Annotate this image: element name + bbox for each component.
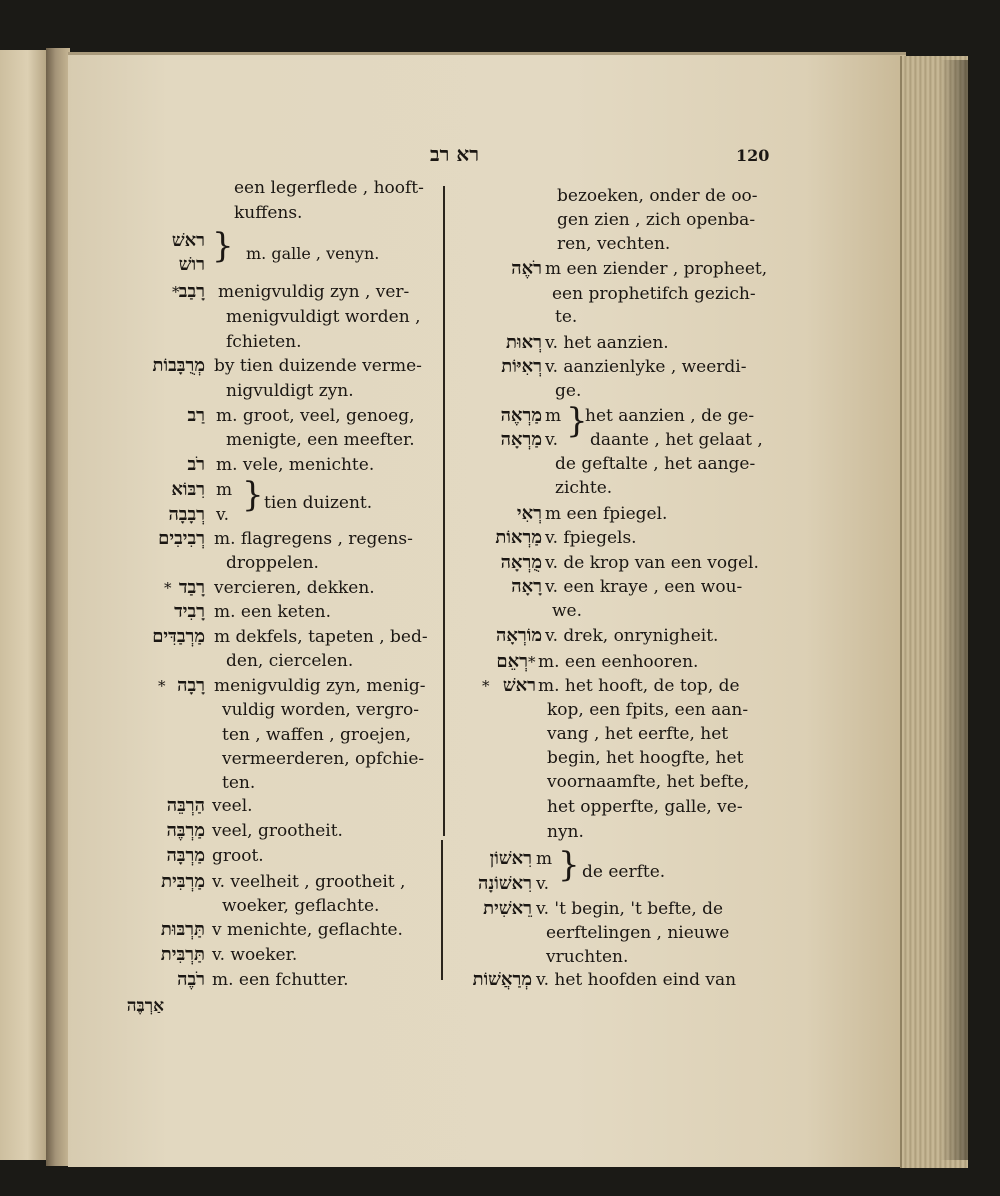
entry-line: m — [216, 480, 233, 500]
entry-line: m. vele, menichte. — [216, 455, 375, 475]
hebrew-headword: מוֹרְאָה — [495, 625, 542, 646]
entry-line: menigvuldig zyn, menig- — [214, 676, 426, 696]
hebrew-headword: רָאָה — [511, 576, 542, 597]
hebrew-headword: הַרְבֵּה — [166, 795, 205, 816]
entry-line: nigvuldigt zyn. — [226, 381, 354, 401]
hebrew-headword: מַרְאֶה — [500, 405, 542, 426]
hebrew-headword: ראשׁ — [502, 675, 536, 696]
entry-line: vang , het eerfte, het — [547, 724, 729, 744]
entry-line: voornaamfte, het befte, — [547, 772, 750, 792]
page-number: 120 — [736, 146, 770, 165]
entry-line: kuffens. — [234, 203, 303, 223]
entry-line: gen zien , zich openba- — [557, 210, 756, 230]
entry-line: eerftelingen , nieuwe — [546, 923, 730, 943]
entry-line: v. aanzienlyke , weerdi- — [545, 357, 747, 377]
entry-line: v. — [216, 505, 229, 525]
entry-line: m. een fchutter. — [212, 970, 349, 990]
entry-line: ten , waffen , groejen, — [222, 725, 412, 745]
entry-line: ren, vechten. — [557, 234, 671, 254]
entry-line: m een fpiegel. — [545, 504, 668, 524]
hebrew-headword: מַרְבַדִּים — [152, 626, 205, 647]
entry-line: by tien duizende verme- — [214, 356, 422, 376]
brace: } — [212, 226, 234, 266]
hebrew-headword: ראשׁ — [171, 230, 205, 251]
entry-line: m. groot, veel, genoeg, — [216, 406, 415, 426]
hebrew-headword: מַרְאָה — [500, 429, 542, 450]
entry-line: v. de krop van een vogel. — [545, 553, 759, 573]
hebrew-headword: רְבָבָה — [168, 504, 205, 525]
hebrew-headword: רַב — [187, 405, 205, 426]
entry-line: veel, grootheit. — [212, 821, 343, 841]
entry-line: droppelen. — [226, 553, 319, 573]
entry-line: v. veelheit , grootheit , — [212, 872, 406, 892]
entry-line: de geftalte , het aange- — [555, 454, 756, 474]
hebrew-headword: רְאֵם — [496, 651, 528, 672]
entry-line: v. het hoofden eind van — [536, 970, 737, 990]
hebrew-headword: רָבַב — [178, 281, 205, 302]
entry-line: begin, het hoogfte, het — [547, 748, 744, 768]
hebrew-headword: מַרְבִּית — [161, 871, 205, 892]
entry-line: v. een kraye , een wou- — [545, 577, 743, 597]
entry-line: ge. — [555, 381, 582, 401]
hebrew-headword: רָבָה — [177, 675, 205, 696]
entry-line: bezoeken, onder de oo- — [557, 186, 758, 206]
entry-line: v. 't begin, 't befte, de — [536, 899, 724, 919]
brace: } — [242, 475, 264, 515]
entry-line: groot. — [212, 846, 264, 866]
hebrew-headword: מְרֻבָּבוֹת — [152, 355, 205, 376]
hebrew-headword: רְאוּת — [506, 332, 542, 353]
entry-line: v menichte, geflachte. — [212, 920, 403, 940]
hebrew-headword: מַרְאוֹת — [495, 527, 542, 548]
asterisk-marker: * — [158, 677, 166, 695]
hebrew-headword: רְאִיּוֹת — [501, 356, 542, 377]
catchword: אַרְבֶּה — [126, 996, 164, 1016]
entry-line: vercieren, dekken. — [214, 578, 375, 598]
entry-line: daante , het gelaat , — [590, 430, 763, 450]
entry-line: menigte, een meefter. — [226, 430, 415, 450]
hebrew-headword: רְאִי — [516, 503, 542, 524]
hebrew-headword: רֹבֶה — [177, 969, 205, 990]
entry-line: woeker, geflachte. — [222, 896, 380, 916]
entry-line: menigvuldig zyn , ver- — [218, 282, 410, 302]
entry-line: vuldig worden, vergro- — [222, 700, 419, 720]
entry-line: m een ziender , propheet, — [545, 259, 768, 279]
entry-line: m dekfels, tapeten , bed- — [214, 627, 428, 647]
entry-line: een legerflede , hooft- — [234, 178, 424, 198]
hebrew-headword: רֵאשִׁית — [483, 898, 532, 919]
entry-line: m. een keten. — [214, 602, 332, 622]
entry-line: de eerfte. — [582, 862, 666, 882]
hebrew-headword: מֻרְאָה — [500, 552, 542, 573]
entry-line: vruchten. — [546, 947, 629, 967]
brace: } — [558, 845, 580, 885]
asterisk-marker: * — [172, 283, 180, 301]
hebrew-headword: תַּרְבִּית — [160, 944, 205, 965]
entry-line: kop, een fpits, een aan- — [547, 700, 749, 720]
asterisk-marker: * — [482, 677, 490, 695]
hebrew-headword: מְרַאֲשׁוֹת — [472, 969, 532, 990]
entry-line: tien duizent. — [264, 493, 373, 513]
asterisk-marker: * — [528, 653, 536, 671]
hebrew-headword: מַרְבֶּה — [166, 820, 205, 841]
hebrew-headword: מַרְבָּה — [166, 845, 205, 866]
entry-line: fchieten. — [226, 332, 302, 352]
entry-line: m. galle , venyn. — [246, 244, 380, 263]
column-rule — [443, 186, 445, 836]
entry-line: vermeerderen, opfchie- — [222, 749, 425, 769]
hebrew-headword: רִבּוֹא — [171, 479, 205, 500]
asterisk-marker: * — [164, 579, 172, 597]
entry-line: m — [545, 406, 562, 426]
book-gutter — [46, 48, 70, 1166]
left-page-edge — [0, 50, 46, 1160]
entry-line: v. — [545, 430, 558, 450]
entry-line: veel. — [212, 796, 253, 816]
brace: } — [566, 401, 588, 441]
column-rule-lower — [441, 840, 443, 980]
fore-edge-shadow — [940, 60, 970, 1160]
entry-line: menigvuldigt worden , — [226, 307, 421, 327]
entry-line: te. — [555, 307, 578, 327]
entry-line: den, ciercelen. — [226, 651, 354, 671]
hebrew-headword: רֹב — [187, 454, 205, 475]
entry-line: we. — [552, 601, 583, 621]
entry-line: het aanzien , de ge- — [585, 406, 755, 426]
entry-line: v. — [536, 874, 549, 894]
entry-line: een prophetifch gezich- — [552, 284, 756, 304]
hebrew-headword: תַּרְבּוּת — [160, 919, 205, 940]
entry-line: m — [536, 849, 553, 869]
hebrew-headword: רָבַד — [178, 577, 205, 598]
entry-line: zichte. — [555, 478, 613, 498]
entry-line: m. een eenhooren. — [538, 652, 699, 672]
entry-line: v. het aanzien. — [545, 333, 669, 353]
hebrew-headword: רֹאֶה — [511, 258, 542, 279]
hebrew-headword: רְבִיבִים — [158, 528, 205, 549]
entry-line: ten. — [222, 773, 256, 793]
hebrew-headword: רָבִיד — [174, 601, 205, 622]
entry-line: m. het hooft, de top, de — [538, 676, 740, 696]
entry-line: v. drek, onrynigheit. — [545, 626, 719, 646]
entry-line: nyn. — [547, 822, 584, 842]
entry-line: het opperfte, galle, ve- — [547, 797, 743, 817]
entry-line: v. woeker. — [212, 945, 298, 965]
running-head: רא רב — [430, 142, 480, 166]
hebrew-headword: רושׁ — [178, 254, 205, 275]
hebrew-headword: רִאשׁוֹן — [489, 848, 532, 869]
entry-line: v. fpiegels. — [545, 528, 637, 548]
entry-line: m. flagregens , regens- — [214, 529, 413, 549]
hebrew-headword: רִאשׁוֹנָה — [478, 873, 532, 894]
